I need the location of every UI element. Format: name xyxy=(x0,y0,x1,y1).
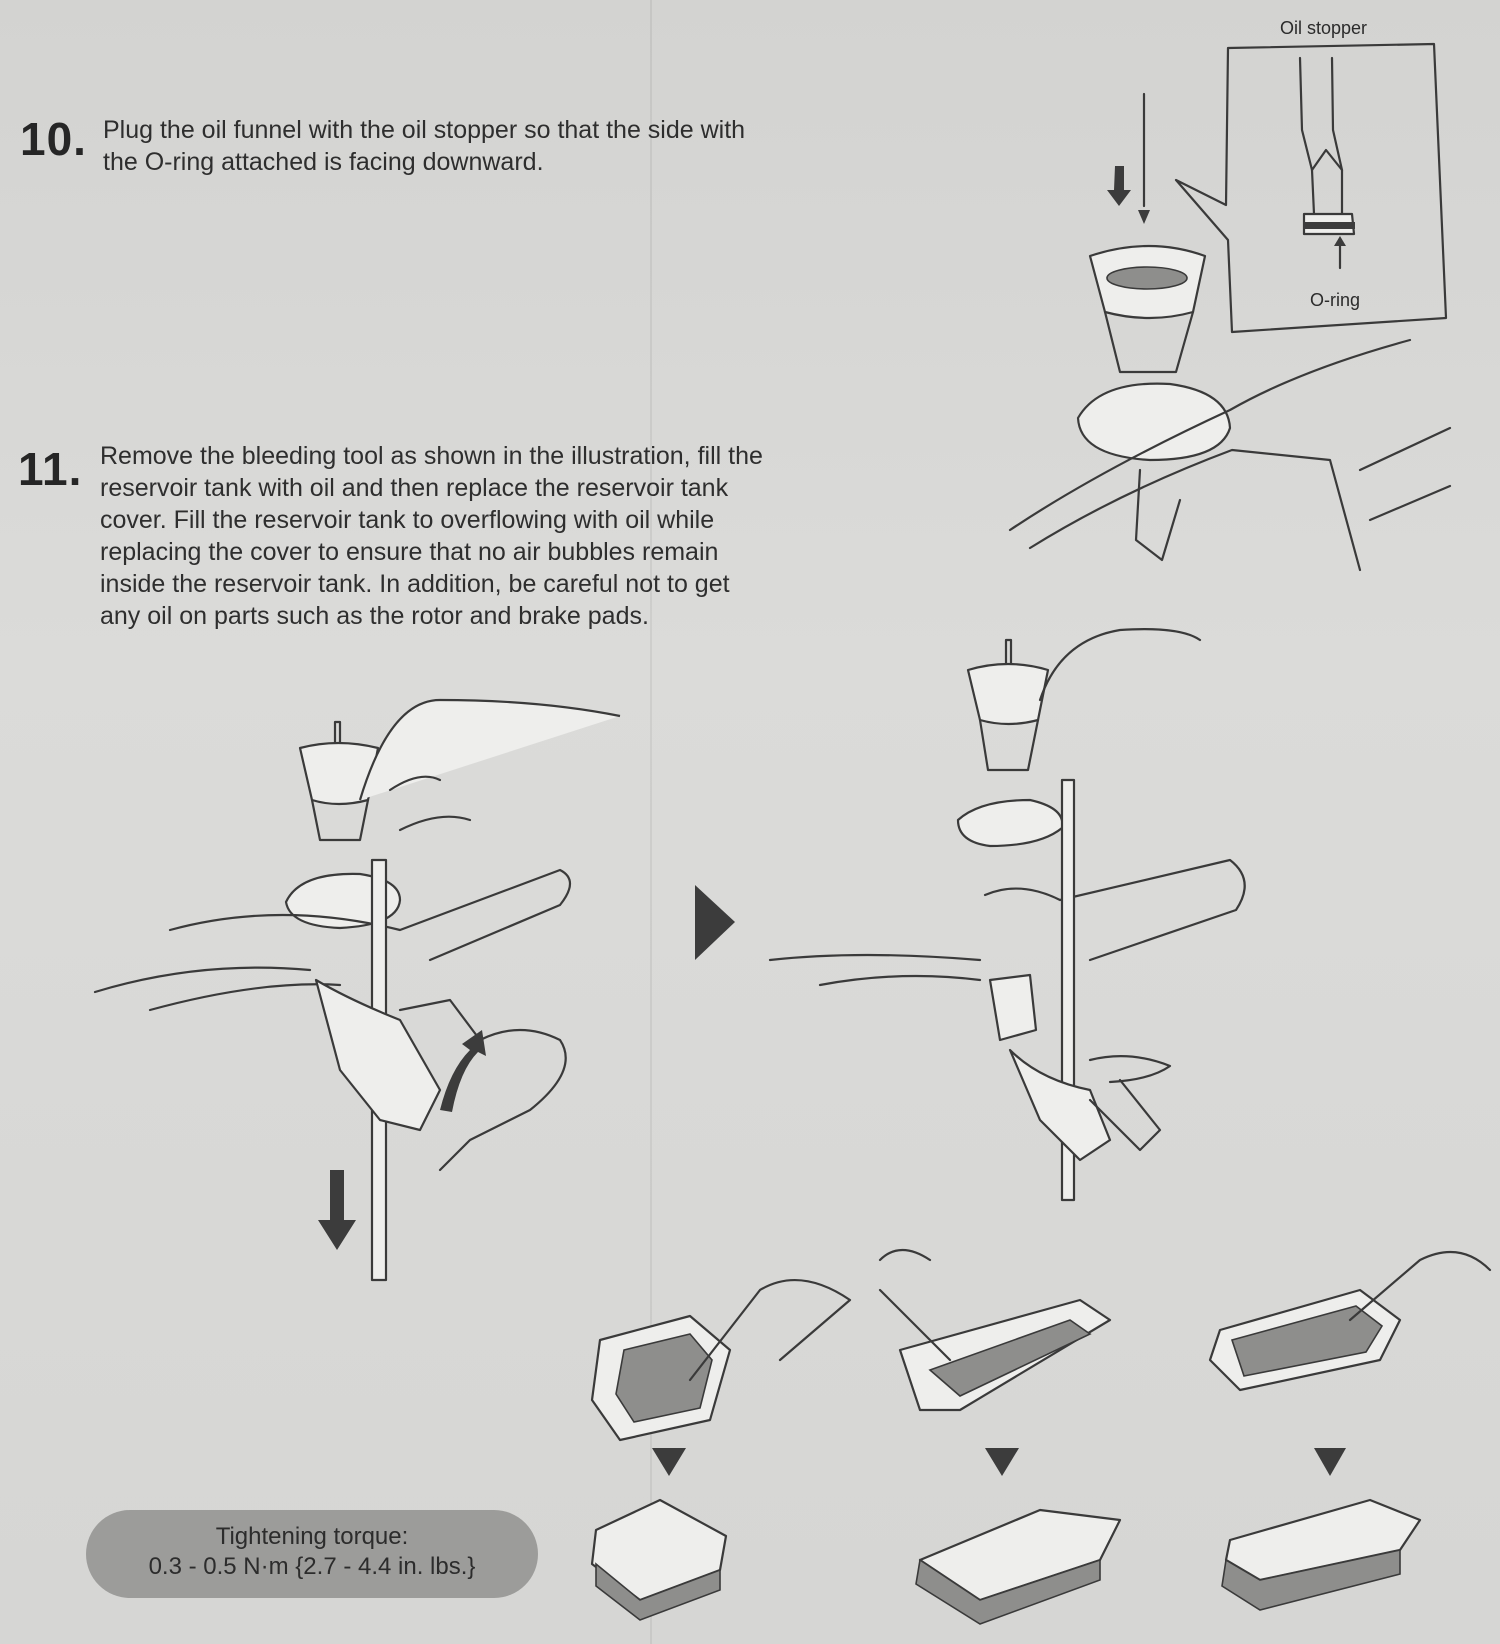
step-11-line: cover. Fill the reservoir tank to overflowing with oil while xyxy=(100,506,715,534)
step-10-number: 10. xyxy=(20,113,87,165)
down-arrow-icon xyxy=(1314,1448,1346,1476)
step-11-line: Remove the bleeding tool as shown in the illustration, fill the xyxy=(100,442,763,470)
torque-title: Tightening torque: xyxy=(215,1523,409,1550)
down-arrow-icon xyxy=(652,1448,686,1476)
oil-stopper-label: Oil stopper xyxy=(1280,18,1368,38)
down-arrow-icon xyxy=(985,1448,1019,1476)
tightening-torque-badge xyxy=(86,1510,538,1598)
step-11-line: inside the reservoir tank. In addition, be careful not to get xyxy=(100,570,730,598)
step-11-line: replacing the cover to ensure that no air bubbles remain xyxy=(100,538,719,566)
torque-value: 0.3 - 0.5 N·m {2.7 - 4.4 in. lbs.} xyxy=(148,1553,476,1580)
o-ring-label: O-ring xyxy=(1310,290,1361,310)
step-10-line: Plug the oil funnel with the oil stopper so that the side with xyxy=(103,116,746,144)
step-11-line: reservoir tank with oil and then replace the reservoir tank xyxy=(100,474,729,502)
step-11-line: any oil on parts such as the rotor and brake pads. xyxy=(100,602,649,630)
step-11-number: 11. xyxy=(18,443,83,495)
step-10-line: the O-ring attached is facing downward. xyxy=(103,148,544,176)
